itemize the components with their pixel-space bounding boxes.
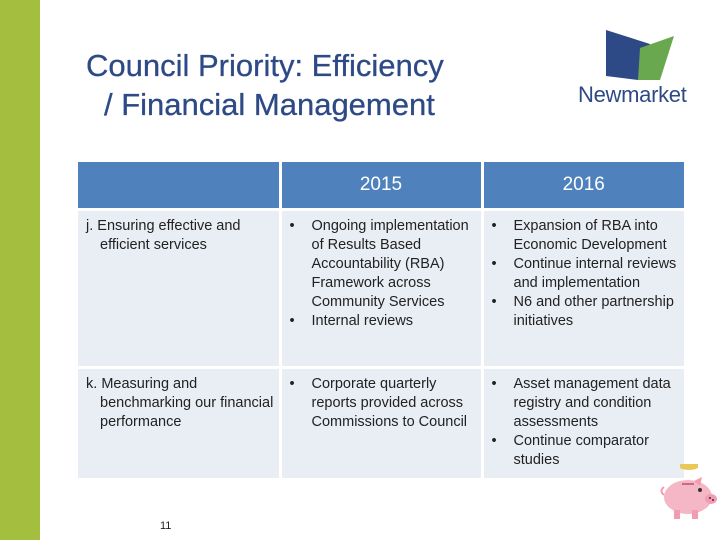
page-number: 11 (160, 520, 172, 532)
row-label (78, 210, 280, 368)
row-label-rest: benchmarking our financial performance (100, 395, 274, 430)
piggy-bank-icon (658, 455, 720, 525)
left-accent-bar (0, 0, 40, 540)
row-label-first: Ensuring effective and (97, 218, 241, 234)
row-letter: j. (86, 218, 94, 234)
cell-2015 (280, 368, 482, 479)
list-item: • Asset management data registry and condition assessments (490, 375, 681, 432)
row-label (78, 368, 280, 479)
table-row (78, 210, 684, 368)
list-item: • Internal reviews (288, 312, 477, 331)
title-line-2: / Financial Management (104, 87, 435, 122)
cell-2015 (280, 210, 482, 368)
row-letter: k. (86, 376, 98, 392)
cell-2016 (482, 210, 684, 368)
list-item: • Expansion of RBA into Economic Development (490, 217, 681, 255)
header-2016: 2016 (482, 162, 684, 210)
list-item: • Ongoing implementation of Results Based Accountability (RBA) Framework across Community Services (288, 217, 477, 312)
table-header-row (78, 162, 684, 210)
list-item: • N6 and other partnership initiatives (490, 293, 681, 331)
list-item: • Continue internal reviews and implementation (490, 255, 681, 293)
table-row (78, 368, 684, 479)
slide-title (86, 46, 556, 124)
list-item: • Continue comparator studies (490, 432, 681, 470)
header-2015: 2015 (280, 162, 482, 210)
cell-2016 (482, 368, 684, 479)
priority-table (78, 162, 684, 478)
list-item: • Corporate quarterly reports provided across Commissions to Council (288, 375, 477, 432)
title-line-1: Council Priority: Efficiency (86, 48, 444, 83)
header-blank (78, 162, 280, 210)
logo-text: Newmarket (578, 82, 687, 107)
row-label-rest: efficient services (100, 237, 207, 253)
row-label-first: Measuring and (101, 376, 198, 392)
